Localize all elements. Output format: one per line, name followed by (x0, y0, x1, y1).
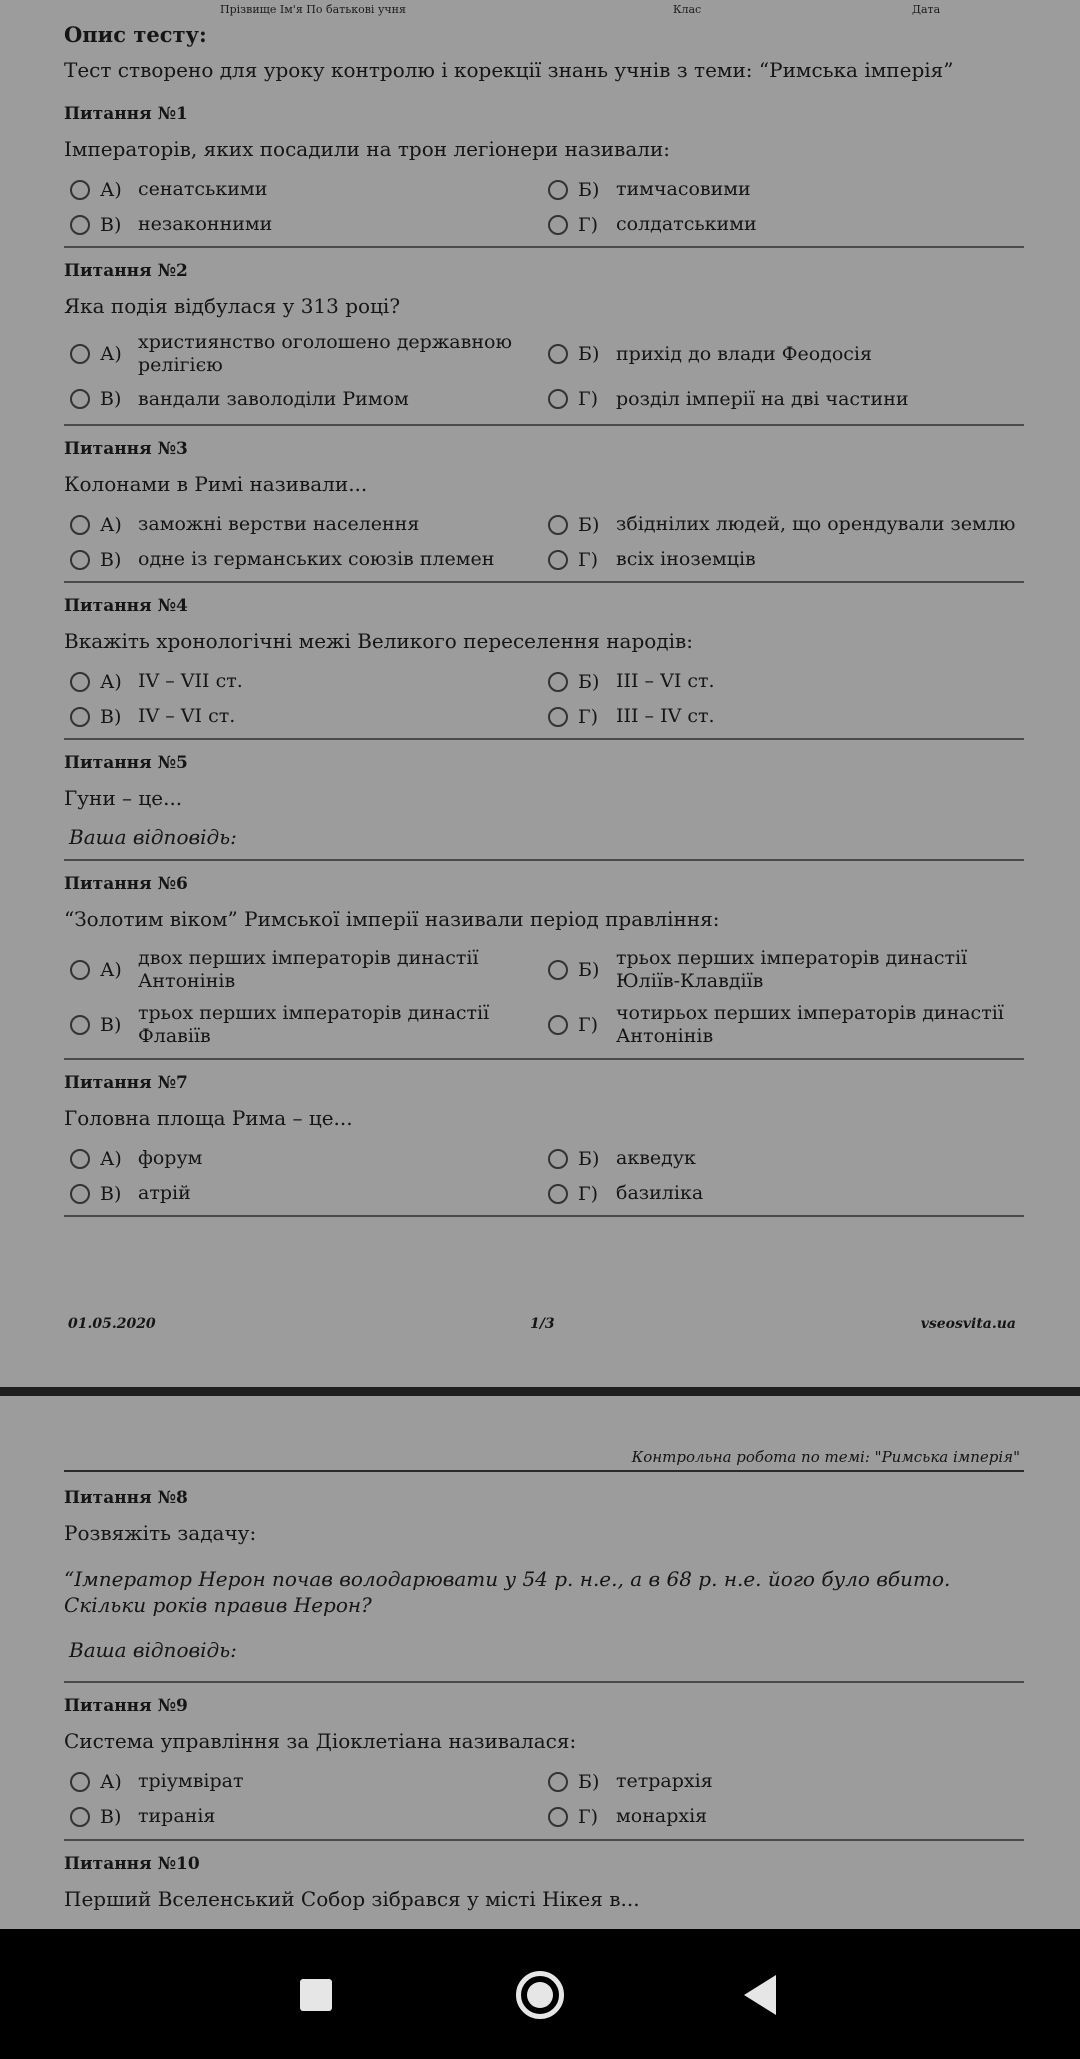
radio-icon[interactable] (548, 672, 568, 692)
question-1 (64, 102, 1024, 242)
option-b[interactable]: Б) III – VI ст. (542, 670, 1022, 693)
divider (64, 581, 1024, 583)
radio-icon[interactable] (70, 550, 90, 570)
divider (64, 246, 1024, 248)
option-v[interactable]: В) тиранія (64, 1805, 542, 1828)
radio-icon[interactable] (70, 1807, 90, 1827)
divider (64, 1058, 1024, 1060)
divider (64, 738, 1024, 740)
option-v[interactable]: В) одне із германських союзів племен (64, 548, 542, 571)
recents-square-icon[interactable] (300, 1979, 332, 2011)
question-6 (64, 872, 1024, 1052)
question-text: Вкажіть хронологічні межі Великого переселення народів: (64, 629, 694, 653)
radio-icon[interactable] (70, 344, 90, 364)
question-2 (64, 259, 1024, 419)
question-title: Питання №5 (64, 753, 188, 773)
divider (64, 1681, 1024, 1683)
question-text: “Золотим віком” Римської імперії називали період правління: (64, 907, 720, 931)
option-v[interactable]: В) трьох перших імператорів династії Флавіїв (64, 1002, 542, 1048)
option-a[interactable]: А) християнство оголошено державною релігією (64, 331, 542, 377)
question-text: Імператорів, яких посадили на трон легіонери називали: (64, 137, 671, 161)
divider (64, 859, 1024, 861)
description-title: Опис тесту: (64, 22, 207, 47)
radio-icon[interactable] (548, 1149, 568, 1169)
option-b[interactable]: Б) тетрархія (542, 1770, 1022, 1793)
page-header: Контрольна робота по темі: "Римська імперія" (631, 1448, 1020, 1466)
class-label: Клас (673, 3, 702, 16)
date-label: Дата (912, 3, 941, 16)
question-title: Питання №8 (64, 1488, 188, 1508)
question-title: Питання №3 (64, 439, 188, 459)
radio-icon[interactable] (70, 180, 90, 200)
option-g[interactable]: Г) монархія (542, 1805, 1022, 1828)
question-4 (64, 594, 1024, 734)
option-v[interactable]: В) незаконними (64, 213, 542, 236)
radio-icon[interactable] (70, 215, 90, 235)
question-text: Головна площа Рима – це... (64, 1106, 353, 1130)
question-title: Питання №2 (64, 261, 188, 281)
option-v[interactable]: В) IV – VI ст. (64, 705, 542, 728)
student-name-label: Прізвище Ім'я По батькові учня (220, 3, 406, 16)
radio-icon[interactable] (548, 1807, 568, 1827)
option-b[interactable]: Б) тимчасовими (542, 178, 1022, 201)
question-text: Перший Вселенський Собор зібрався у місті Нікея в... (64, 1887, 640, 1911)
radio-icon[interactable] (548, 180, 568, 200)
answer-field-label[interactable]: Ваша відповідь: (69, 825, 237, 849)
question-text: Яка подія відбулася у 313 році? (64, 294, 401, 318)
option-g[interactable]: Г) солдатськими (542, 213, 1022, 236)
option-g[interactable]: Г) III – IV ст. (542, 705, 1022, 728)
task-text: “Імператор Нерон почав володарювати у 54 р. н.е., а в 68 р. н.е. його було вбито. Скільки років правив Нерон? (64, 1567, 951, 1617)
divider (64, 1839, 1024, 1841)
back-triangle-icon[interactable] (744, 1975, 776, 2015)
radio-icon[interactable] (548, 344, 568, 364)
option-g[interactable]: Г) чотирьох перших імператорів династії Антонінів (542, 1002, 1022, 1048)
home-circle-icon[interactable] (516, 1971, 564, 2019)
divider (64, 424, 1024, 426)
question-title: Питання №10 (64, 1854, 200, 1874)
option-a[interactable]: А) тріумвірат (64, 1770, 542, 1793)
radio-icon[interactable] (70, 1149, 90, 1169)
question-9 (64, 1694, 1024, 1834)
question-8 (64, 1486, 1024, 1662)
divider (64, 1215, 1024, 1217)
option-g[interactable]: Г) всіх іноземців (542, 548, 1022, 571)
question-10 (64, 1852, 1024, 1912)
description-text: Тест створено для уроку контролю і корекції знань учнів з теми: “Римська імперія” (64, 58, 954, 82)
radio-icon[interactable] (70, 389, 90, 409)
option-b[interactable]: Б) прихід до влади Феодосія (542, 343, 1022, 366)
radio-icon[interactable] (70, 1772, 90, 1792)
footer-site: vseosvita.ua (920, 1316, 1016, 1332)
navigation-bar (0, 1929, 1080, 2059)
question-title: Питання №9 (64, 1696, 188, 1716)
option-a[interactable]: А) форум (64, 1147, 542, 1170)
radio-icon[interactable] (70, 672, 90, 692)
radio-icon[interactable] (548, 1184, 568, 1204)
option-b[interactable]: Б) збіднілих людей, що орендували землю (542, 513, 1022, 536)
footer-page-number: 1/3 (530, 1316, 555, 1332)
radio-icon[interactable] (548, 960, 568, 980)
option-a[interactable]: А) IV – VII ст. (64, 670, 542, 693)
option-v[interactable]: В) атрій (64, 1182, 542, 1205)
option-g[interactable]: Г) розділ імперії на дві частини (542, 388, 1022, 411)
question-text: Система управління за Діоклетіана називалася: (64, 1729, 577, 1753)
option-a[interactable]: А) сенатськими (64, 178, 542, 201)
question-title: Питання №7 (64, 1073, 188, 1093)
question-text: Колонами в Римі називали... (64, 472, 368, 496)
page-separator (0, 1387, 1080, 1396)
question-5 (64, 751, 1024, 849)
radio-icon[interactable] (548, 215, 568, 235)
option-a[interactable]: А) заможні верстви населення (64, 513, 542, 536)
question-text: Розвяжіть задачу: (64, 1521, 257, 1545)
option-b[interactable]: Б) акведук (542, 1147, 1022, 1170)
test-page-2 (0, 1396, 1080, 1929)
question-title: Питання №1 (64, 104, 188, 124)
question-3 (64, 437, 1024, 577)
question-text: Гуни – це... (64, 786, 183, 810)
option-a[interactable]: А) двох перших імператорів династії Антонінів (64, 947, 542, 993)
question-title: Питання №4 (64, 596, 188, 616)
answer-field-label[interactable]: Ваша відповідь: (69, 1638, 237, 1662)
radio-icon[interactable] (70, 1184, 90, 1204)
radio-icon[interactable] (548, 550, 568, 570)
radio-icon[interactable] (548, 389, 568, 409)
radio-icon[interactable] (548, 1772, 568, 1792)
footer-date: 01.05.2020 (68, 1316, 156, 1332)
radio-icon[interactable] (70, 515, 90, 535)
question-title: Питання №6 (64, 874, 188, 894)
question-7 (64, 1071, 1024, 1211)
option-v[interactable]: В) вандали заволоділи Римом (64, 388, 542, 411)
radio-icon[interactable] (548, 1015, 568, 1035)
option-b[interactable]: Б) трьох перших імператорів династії Юліїв-Клавдіїв (542, 947, 1022, 993)
radio-icon[interactable] (70, 960, 90, 980)
radio-icon[interactable] (548, 515, 568, 535)
header-rule (64, 1470, 1024, 1472)
option-g[interactable]: Г) базиліка (542, 1182, 1022, 1205)
radio-icon[interactable] (70, 707, 90, 727)
radio-icon[interactable] (548, 707, 568, 727)
radio-icon[interactable] (70, 1015, 90, 1035)
